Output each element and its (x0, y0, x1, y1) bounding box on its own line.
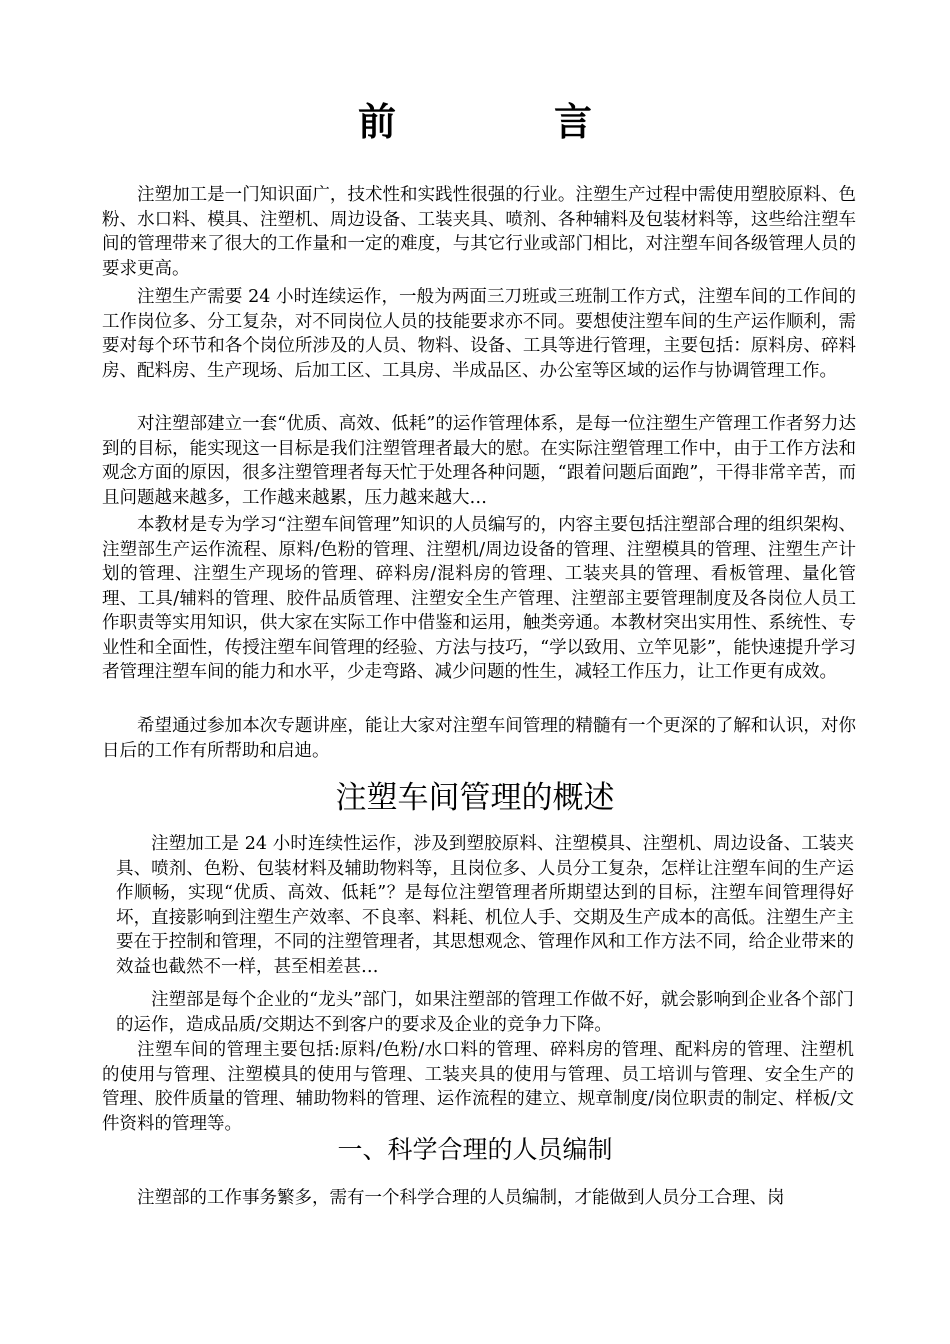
preface-paragraph-1: 注塑加工是一门知识面广，技术性和实践性很强的行业。注塑生产过程中需使用塑胶原料、色粉、水口料、模具、注塑机、周边设备、工装夹具、喷剂、各种辅料及包装材料等，这些给注塑车间的管理带来了很大的工作量和一定的难度，与其它行业或部门相比，对注塑车间各级管理人员的要求更高。 (102, 185, 856, 279)
overview-paragraph-3: 注塑车间的管理主要包括:原料/色粉/水口料的管理、碎料房的管理、配料房的管理、注塑机的使用与管理、注塑模具的使用与管理、工装夹具的使用与管理、员工培训与管理、安全生产的管理、胶件质量的管理、辅助物料的管理、运作流程的建立、规章制度/岗位职责的制定、样板/文件资料的管理等。 (102, 1040, 854, 1134)
preface-title: 前 言 (357, 99, 652, 144)
preface-paragraph-2: 注塑生产需要 24 小时连续运作，一般为两面三刀班或三班制工作方式，注塑车间的工作间的工作岗位多、分工复杂，对不同岗位人员的技能要求亦不同。要想使注塑车间的生产运作顺利，需要对每个环节和各个岗位所涉及的人员、物料、设备、工具等进行管理，主要包括：原料房、碎料房、配料房、生产现场、后加工区、工具房、半成品区、办公室等区域的运作与协调管理工作。 (102, 287, 856, 381)
overview-paragraph-1: 注塑加工是 24 小时连续性运作，涉及到塑胶原料、注塑模具、注塑机、周边设备、工装夹具、喷剂、色粉、包装材料及辅助物料等，且岗位多、人员分工复杂，怎样让注塑车间的生产运作顺畅，实现“优质、高效、低耗”？是每位注塑管理者所期望达到的目标，注塑车间管理得好坏，直接影响到注塑生产效率、不良率、料耗、机位人手、交期及生产成本的高低。注塑生产主要在于控制和管理，不同的注塑管理者，其思想观念、管理作风和工作方法不同，给企业带来的效益也截然不一样，甚至相差甚… (116, 834, 854, 977)
preface-paragraph-5: 希望通过参加本次专题讲座，能让大家对注塑车间管理的精髓有一个更深的了解和认识，对你日后的工作有所帮助和启迪。 (102, 716, 856, 761)
preface-paragraph-4: 本教材是专为学习“注塑车间管理”知识的人员编写的，内容主要包括注塑部合理的组织架构、注塑部生产运作流程、原料/色粉的管理、注塑机/周边设备的管理、注塑模具的管理、注塑生产计划的管理、注塑生产现场的管理、碎料房/混料房的管理、工装夹具的管理、看板管理、量化管理、工具/辅料的管理、胶件品质管理、注塑安全生产管理、注塑部主要管理制度及各岗位人员工作职责等实用知识，供大家在实际工作中借鉴和运用，触类旁通。本教材突出实用性、系统性、专业性和全面性，传授注塑车间管理的经验、方法与技巧，“学以致用、立竿见影”，能快速提升学习者管理注塑车间的能力和水平，少走弯路、减少问题的性生，减轻工作压力，让工作更有成效。 (102, 515, 856, 682)
section1-heading: 一、科学合理的人员编制 (337, 1135, 613, 1164)
overview-heading: 注塑车间管理的概述 (335, 780, 615, 816)
overview-paragraph-2: 注塑部是每个企业的“龙头”部门，如果注塑部的管理工作做不好，就会影响到企业各个部门的运作，造成品质/交期达不到客户的要求及企业的竞争力下降。 (116, 990, 854, 1035)
preface-paragraph-3: 对注塑部建立一套“优质、高效、低耗”的运作管理体系，是每一位注塑生产管理工作者努力达到的目标，能实现这一目标是我们注塑管理者最大的慰。在实际注塑管理工作中，由于工作方法和观念方面的原因，很多注塑管理者每天忙于处理各种问题，“跟着问题后面跑”，干得非常辛苦，而且问题越来越多，工作越来越累，压力越来越大… (102, 414, 856, 508)
section1-paragraph-1: 注塑部的工作事务繁多，需有一个科学合理的人员编制，才能做到人员分工合理、岗 (137, 1188, 785, 1208)
